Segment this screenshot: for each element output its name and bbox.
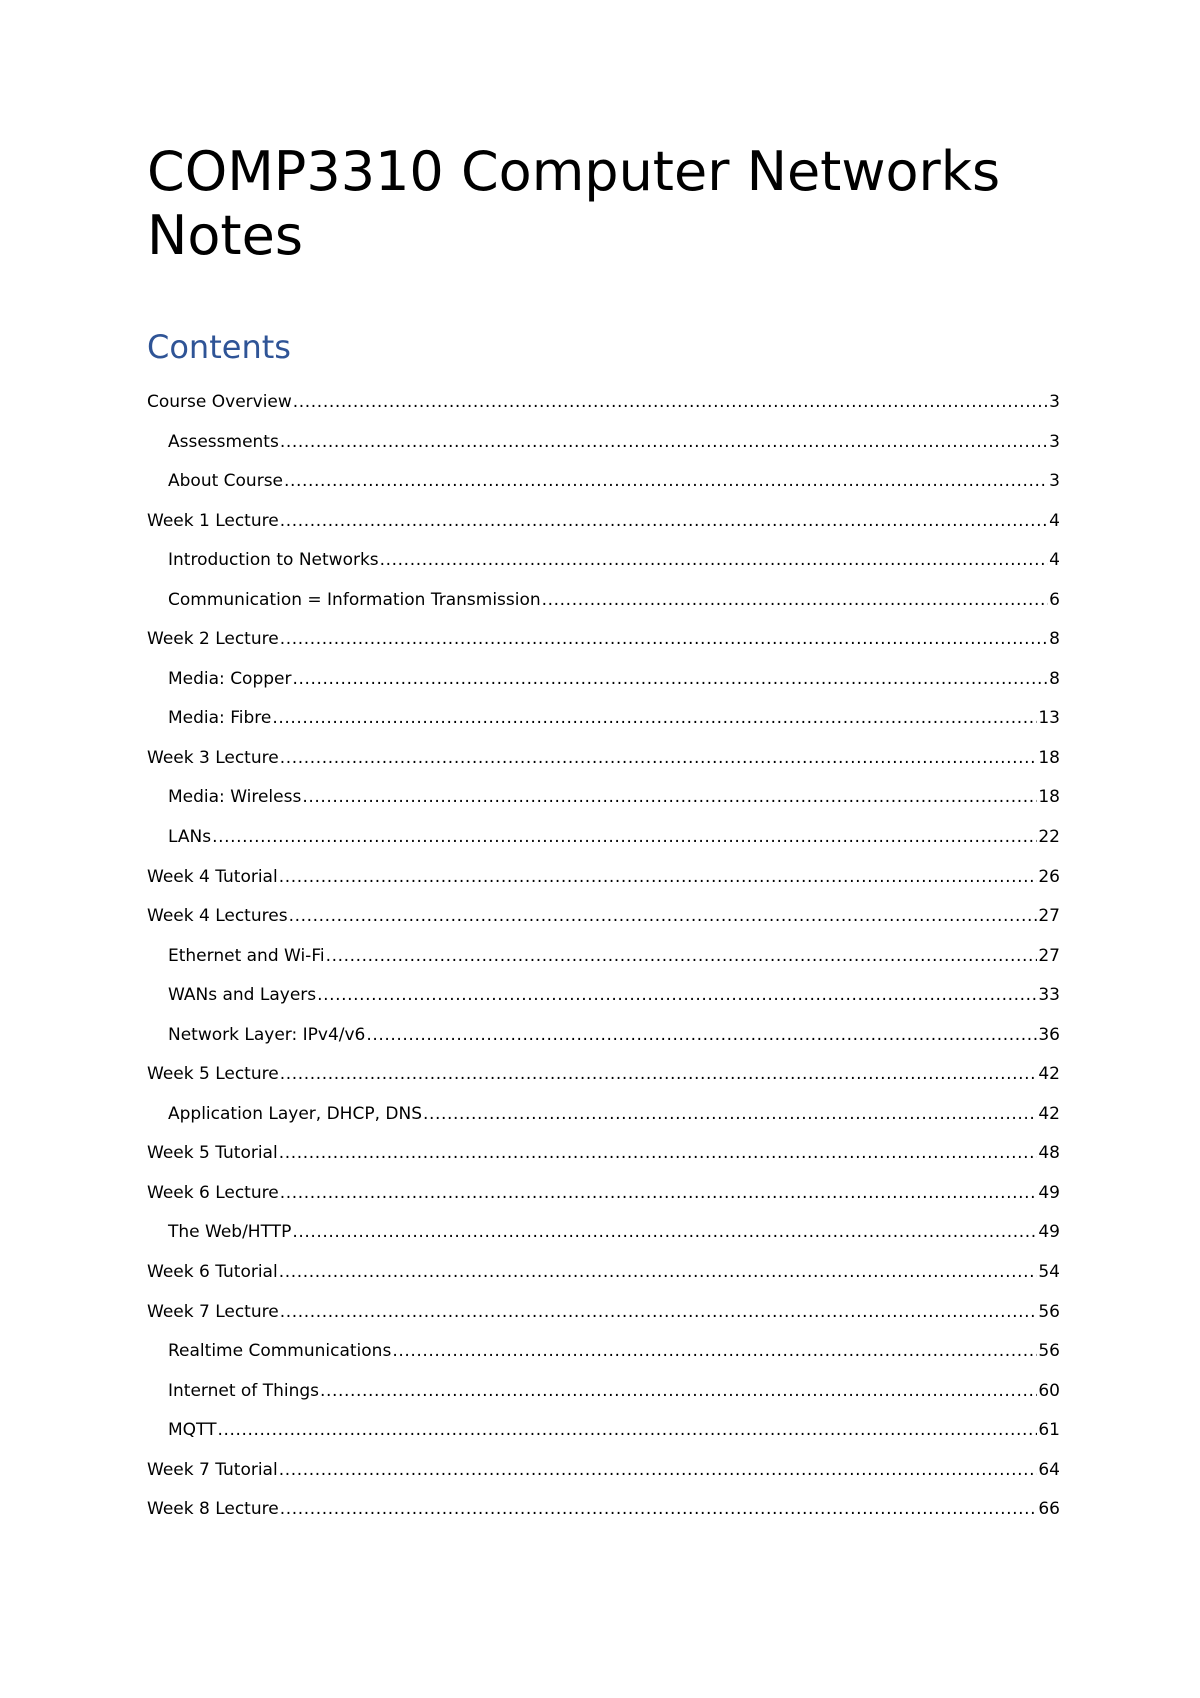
toc-entry-label[interactable]: Media: Copper — [168, 668, 292, 689]
toc-entry-label[interactable]: Internet of Things — [168, 1380, 319, 1401]
toc-entry[interactable] — [147, 703, 1060, 743]
toc-entry-page-number[interactable]: 27 — [1038, 945, 1060, 966]
toc-entry-page-number[interactable]: 56 — [1038, 1301, 1060, 1322]
toc-entry-label[interactable]: Week 1 Lecture — [147, 510, 279, 531]
toc-entry-page-number[interactable]: 3 — [1049, 471, 1060, 492]
table-of-contents — [147, 387, 1060, 1534]
toc-entry[interactable] — [147, 1494, 1060, 1534]
toc-entry-label[interactable]: Week 8 Lecture — [147, 1499, 279, 1520]
toc-dot-leader — [392, 1336, 1037, 1366]
document-title: COMP3310 Computer Networks Notes — [147, 140, 1001, 267]
toc-dot-leader — [280, 1297, 1038, 1327]
toc-dot-leader — [280, 1178, 1038, 1208]
toc-entry[interactable] — [147, 387, 1060, 427]
toc-entry[interactable] — [147, 1178, 1060, 1218]
toc-entry[interactable] — [147, 1336, 1060, 1376]
toc-entry-page-number[interactable]: 54 — [1038, 1262, 1060, 1283]
toc-entry[interactable] — [147, 585, 1060, 625]
toc-entry-label[interactable]: Week 4 Tutorial — [147, 866, 278, 887]
toc-dot-leader — [320, 1376, 1037, 1406]
toc-entry[interactable] — [147, 743, 1060, 783]
toc-entry[interactable] — [147, 466, 1060, 506]
toc-entry-label[interactable]: WANs and Layers — [168, 985, 317, 1006]
toc-entry-page-number[interactable]: 36 — [1038, 1024, 1060, 1045]
toc-entry-page-number[interactable]: 49 — [1038, 1222, 1060, 1243]
toc-entry-page-number[interactable]: 3 — [1049, 392, 1060, 412]
toc-dot-leader — [423, 1099, 1037, 1129]
toc-entry-label[interactable]: Introduction to Networks — [168, 550, 379, 571]
toc-entry-label[interactable]: Week 2 Lecture — [147, 629, 279, 650]
toc-entry-label[interactable]: Week 7 Lecture — [147, 1301, 279, 1322]
toc-entry-page-number[interactable]: 18 — [1038, 787, 1060, 808]
toc-entry-label[interactable]: Week 6 Lecture — [147, 1182, 279, 1203]
toc-entry-label[interactable]: The Web/HTTP — [168, 1222, 292, 1243]
toc-entry-page-number[interactable]: 8 — [1049, 668, 1060, 689]
toc-entry-label[interactable]: Week 6 Tutorial — [147, 1262, 278, 1283]
toc-entry[interactable] — [147, 822, 1060, 862]
toc-dot-leader — [279, 862, 1038, 892]
toc-entry-label[interactable]: Week 5 Lecture — [147, 1064, 279, 1085]
toc-entry[interactable] — [147, 664, 1060, 704]
toc-entry[interactable] — [147, 1257, 1060, 1297]
toc-entry[interactable] — [147, 1455, 1060, 1495]
toc-entry[interactable] — [147, 941, 1060, 981]
toc-dot-leader — [380, 545, 1049, 575]
toc-entry-page-number[interactable]: 3 — [1049, 431, 1060, 452]
toc-entry-label[interactable]: Assessments — [168, 431, 279, 452]
toc-entry-page-number[interactable]: 8 — [1049, 629, 1060, 650]
toc-dot-leader — [218, 1415, 1038, 1445]
toc-entry-page-number[interactable]: 6 — [1049, 589, 1060, 610]
toc-dot-leader — [279, 1257, 1038, 1287]
toc-entry-page-number[interactable]: 22 — [1038, 827, 1060, 848]
toc-entry[interactable] — [147, 624, 1060, 664]
toc-entry-page-number[interactable]: 4 — [1049, 510, 1060, 531]
toc-entry-label[interactable]: Week 3 Lecture — [147, 747, 279, 768]
toc-entry-label[interactable]: About Course — [168, 471, 284, 492]
toc-entry[interactable] — [147, 901, 1060, 941]
toc-dot-leader — [326, 941, 1038, 971]
toc-entry[interactable] — [147, 1020, 1060, 1060]
toc-entry[interactable] — [147, 506, 1060, 546]
toc-entry[interactable] — [147, 862, 1060, 902]
toc-entry[interactable] — [147, 1217, 1060, 1257]
toc-dot-leader — [272, 703, 1037, 733]
toc-entry-label[interactable]: Media: Wireless — [168, 787, 302, 808]
toc-dot-leader — [293, 664, 1049, 694]
toc-entry-label[interactable]: Communication = Information Transmission — [168, 589, 541, 610]
toc-entry-label[interactable]: Application Layer, DHCP, DNS — [168, 1103, 422, 1124]
toc-entry-label[interactable]: Course Overview — [147, 392, 292, 412]
toc-entry[interactable] — [147, 1059, 1060, 1099]
toc-dot-leader — [280, 506, 1048, 536]
toc-entry-label[interactable]: Week 7 Tutorial — [147, 1459, 278, 1480]
toc-dot-leader — [280, 624, 1048, 654]
toc-entry-label[interactable]: Realtime Communications — [168, 1341, 392, 1362]
toc-entry[interactable] — [147, 1415, 1060, 1455]
toc-dot-leader — [317, 980, 1037, 1010]
toc-entry[interactable] — [147, 427, 1060, 467]
toc-entry-page-number[interactable]: 66 — [1038, 1499, 1060, 1520]
toc-entry-label[interactable]: MQTT — [168, 1420, 217, 1441]
toc-entry-label[interactable]: Week 4 Lectures — [147, 906, 288, 927]
toc-entry-page-number[interactable]: 13 — [1038, 708, 1060, 729]
toc-entry-page-number[interactable]: 18 — [1038, 747, 1060, 768]
toc-dot-leader — [280, 427, 1048, 457]
toc-dot-leader — [212, 822, 1037, 852]
toc-entry-page-number[interactable]: 64 — [1038, 1459, 1060, 1480]
toc-dot-leader — [279, 1138, 1038, 1168]
toc-dot-leader — [293, 387, 1048, 417]
toc-entry-page-number[interactable]: 33 — [1038, 985, 1060, 1006]
toc-heading: Contents — [147, 328, 291, 366]
toc-entry-page-number[interactable]: 26 — [1038, 866, 1060, 887]
toc-entry[interactable] — [147, 1297, 1060, 1337]
toc-dot-leader — [292, 1217, 1037, 1247]
toc-entry-page-number[interactable]: 49 — [1038, 1182, 1060, 1203]
toc-entry-label[interactable]: Media: Fibre — [168, 708, 272, 729]
toc-entry-page-number[interactable]: 42 — [1038, 1103, 1060, 1124]
toc-entry-label[interactable]: Ethernet and Wi-Fi — [168, 945, 325, 966]
toc-entry[interactable] — [147, 545, 1060, 585]
toc-dot-leader — [280, 743, 1038, 773]
toc-entry-label[interactable]: Network Layer: IPv4/v6 — [168, 1024, 366, 1045]
toc-entry-label[interactable]: LANs — [168, 827, 212, 848]
toc-entry-page-number[interactable]: 48 — [1038, 1143, 1060, 1164]
toc-entry-page-number[interactable]: 42 — [1038, 1064, 1060, 1085]
toc-dot-leader — [279, 1455, 1038, 1485]
toc-dot-leader — [280, 1494, 1038, 1524]
toc-entry[interactable] — [147, 1138, 1060, 1178]
toc-entry-label[interactable]: Week 5 Tutorial — [147, 1143, 278, 1164]
toc-dot-leader — [280, 1059, 1038, 1089]
toc-entry[interactable] — [147, 1376, 1060, 1416]
toc-dot-leader — [302, 782, 1037, 812]
toc-entry[interactable] — [147, 782, 1060, 822]
toc-dot-leader — [289, 901, 1038, 931]
toc-dot-leader — [284, 466, 1048, 496]
toc-entry-page-number[interactable]: 56 — [1038, 1341, 1060, 1362]
toc-entry-page-number[interactable]: 27 — [1038, 906, 1060, 927]
toc-entry[interactable] — [147, 1099, 1060, 1139]
toc-entry-page-number[interactable]: 61 — [1038, 1420, 1060, 1441]
toc-dot-leader — [366, 1020, 1037, 1050]
toc-entry-page-number[interactable]: 60 — [1038, 1380, 1060, 1401]
toc-entry[interactable] — [147, 980, 1060, 1020]
toc-dot-leader — [542, 585, 1049, 615]
toc-entry-page-number[interactable]: 4 — [1049, 550, 1060, 571]
